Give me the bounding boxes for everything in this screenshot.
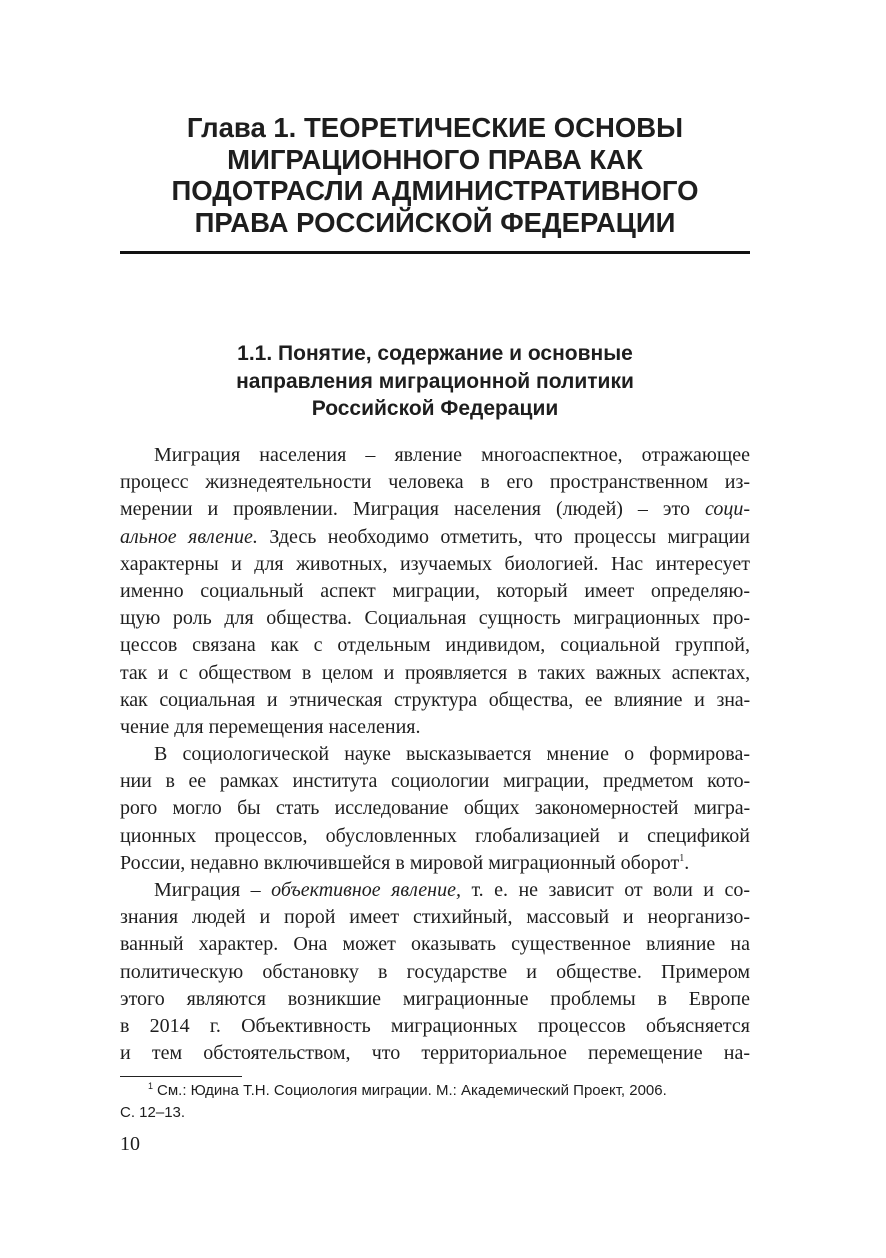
footnote-line: С. 12–13. [120,1104,186,1121]
paragraph-line [120,496,750,523]
text-run: мерении и проявлении. Миграция населения (людей) – это [120,498,705,521]
paragraph-line: ванный характер. Она может оказывать существенное влияние на [120,933,750,956]
chapter-title-line: МИГРАЦИОННОГО ПРАВА КАК [227,143,643,175]
paragraph-line: цессов связана как с отдельным индивидом, социальной группой, [120,634,750,657]
paragraph-line: этого являются возникшие миграционные проблемы в Европе [120,987,750,1010]
footnote-number: 1 [148,1081,154,1091]
footnote-reference[interactable]: 1 [679,852,685,864]
text-run: т. е. не зависит от воли и со- [460,879,750,901]
section-title-line: 1.1. Понятие, содержание и основные [237,342,633,365]
text-run: Миграция – [154,879,272,901]
section-title [120,340,750,423]
paragraph-line [120,850,750,877]
footnote [120,1080,750,1124]
paragraph-line: характерны и для животных, изучаемых биологией. Нас интересует [120,552,750,575]
paragraph-line: и тем обстоятельством, что территориальное перемещение на- [120,1042,750,1065]
chapter-title-line: ПРАВА РОССИЙСКОЙ ФЕДЕРАЦИИ [194,206,676,238]
emphasis-text: объективное явление, [271,879,461,901]
section-title-line: направления миграционной политики [236,369,634,393]
body-text [120,442,750,1067]
paragraph-line: щую роль для общества. Социальная сущность миграционных про- [120,607,750,630]
footnote-line [120,1080,750,1102]
paragraph-line: в 2014 г. Объективность миграционных процессов объясняется [120,1014,750,1037]
chapter-title-line: Глава 1. ТЕОРЕТИЧЕСКИЕ ОСНОВЫ [186,112,684,143]
paragraph-line: рого могло бы стать исследование общих закономерностей мигра- [120,797,750,820]
text-run: России, недавно включившейся в мировой миграционный оборот [120,851,680,874]
title-underline [120,251,750,254]
text-run: Здесь необходимо отметить, что процессы миграции [257,525,750,548]
paragraph-line: чение для перемещения населения. [120,715,421,738]
footnote-text: См.: Юдина Т.Н. Социология миграции. М.: Академический Проект, 2006. [157,1082,667,1099]
section-title-line: Российской Федерации [311,397,559,420]
paragraph-line: так и с обществом в целом и проявляется в таких важных аспектах, [120,661,750,684]
emphasis-text: альное явление. [120,525,258,548]
paragraph-line: Миграция населения – явление многоаспектное, отражающее [154,444,750,466]
emphasis-text: соци- [704,498,750,521]
chapter-title [120,112,750,238]
paragraph-line: нии в ее рамках института социологии миграции, предметом кото- [120,770,750,793]
paragraph-line: как социальная и этническая структура общества, ее влияние и зна- [120,688,750,711]
page-number: 10 [120,1133,140,1155]
paragraph-line [120,877,750,904]
chapter-title-line: ПОДОТРАСЛИ АДМИНИСТРАТИВНОГО [171,175,699,206]
paragraph-line: именно социальный аспект миграции, который имеет определяю- [120,579,750,602]
footnote-separator [120,1076,242,1077]
paragraph-line: политическую обстановку в государстве и обществе. Примером [120,960,750,983]
paragraph-line: ционных процессов, обусловленных глобализацией и спецификой [120,824,750,847]
paragraph-line [120,524,750,551]
paragraph-line: В социологической науке высказывается мнение о формирова- [154,743,750,766]
paragraph-line: знания людей и порой имеет стихийный, массовый и неорганизо- [120,906,750,929]
text-run: . [684,851,690,874]
paragraph-line: процесс жизнедеятельности человека в его пространственном из- [120,471,750,494]
